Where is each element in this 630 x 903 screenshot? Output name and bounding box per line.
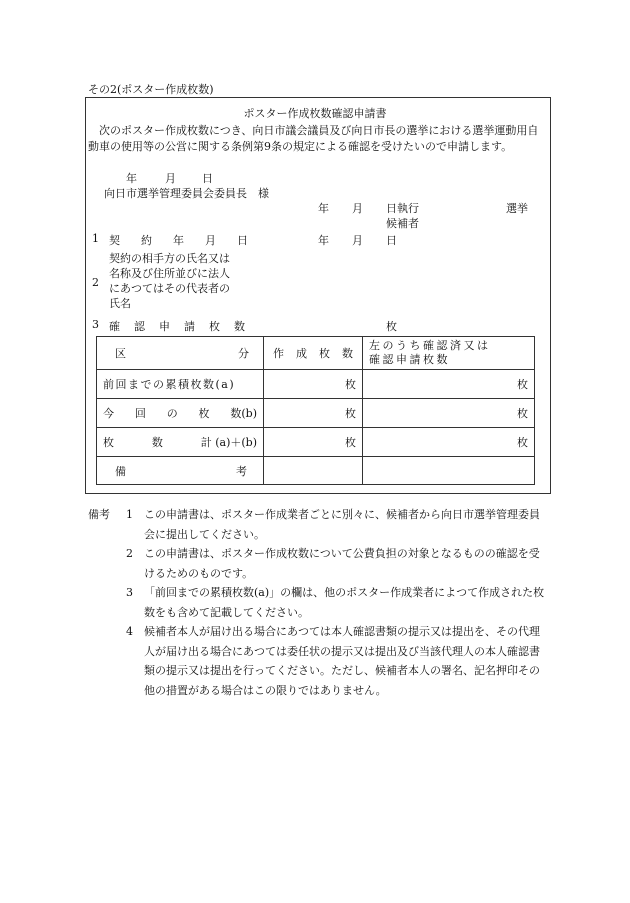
header-char: 数 (342, 347, 353, 360)
header-category (97, 337, 264, 370)
row-label-char: 数(b) (230, 407, 257, 420)
header-confirmed-line1: 左のうち確認済又は (369, 339, 491, 352)
row-label-cumulative: 前回までの累積枚数(a) (97, 370, 264, 399)
item2-label-line: 名称及び住所並びに法人 (109, 267, 230, 280)
header-char: 成 (296, 347, 307, 360)
item1-month-label: 月 (352, 234, 363, 247)
table-row (97, 428, 535, 457)
row-unit: 枚 (264, 399, 363, 428)
item1-day-label: 日 (386, 234, 397, 247)
header-category-char: 分 (238, 347, 249, 360)
item1-year-label: 年 (318, 234, 329, 247)
item1-number: 1 (92, 232, 99, 245)
item1-label-char: 年 (173, 234, 184, 247)
note-text: 候補者本人が届け出る場合にあつては本人確認書類の提示又は提出を、その代理人が届け出る場合にあつては委任状の提示又は提出及び当該代理人の本人確認書類の提示又は提出を行ってください。ただし、候補者本人の署名、記名押印その他の措置がある場合はこの限りではありません。 (144, 625, 540, 697)
row-label-total (97, 428, 264, 457)
date-month-label: 月 (165, 172, 176, 185)
note-number: 3 (126, 586, 133, 599)
table-row (97, 399, 535, 428)
header-confirmed-count (363, 337, 535, 370)
row-unit: 枚 (264, 370, 363, 399)
item2-label-line: 契約の相手方の氏名又は (109, 252, 230, 265)
note-number: 2 (126, 547, 133, 560)
header-created-count (264, 337, 363, 370)
header-confirmed-line2: 確認申請枚数 (369, 353, 450, 366)
item2-number: 2 (92, 276, 99, 289)
row-label-char: 回 (134, 407, 146, 420)
form-title: ポスター作成枚数確認申請書 (243, 107, 387, 120)
header-char: 作 (273, 347, 284, 360)
row-label-char: 考 (236, 464, 247, 478)
row-unit: 枚 (363, 399, 535, 428)
addressee: 向日市選挙管理委員会委員長 様 (104, 187, 269, 200)
item3-number: 3 (92, 318, 99, 331)
row-label-char: 枚 (198, 407, 210, 420)
row-unit: 枚 (363, 370, 535, 399)
note-item (88, 544, 548, 583)
row-label-char: の (166, 407, 178, 420)
note-text: この申請書は、ポスター作成枚数について公費負担の対象となるものの確認を受けるためのものです。 (144, 547, 540, 580)
header-category-char: 区 (115, 347, 126, 360)
remarks-cell (363, 457, 535, 485)
item2-label-line: にあつてはその代表者の (109, 282, 230, 295)
item1-label-char: 契 (109, 234, 120, 247)
row-label-char: 計 (a)＋(b) (200, 436, 257, 449)
table-row (97, 457, 535, 485)
item3-label-char: 枚 (209, 320, 220, 333)
item3-unit: 枚 (386, 320, 397, 333)
note-number: 4 (126, 625, 133, 638)
table-header-row (97, 337, 535, 370)
candidate-label: 候補者 (386, 217, 419, 230)
row-label-char: 備 (115, 464, 126, 478)
item1-label-char: 月 (205, 234, 216, 247)
note-item (88, 622, 548, 700)
item3-label-char: 申 (159, 320, 170, 333)
row-label-current (97, 399, 264, 428)
row-label-remarks (97, 457, 264, 485)
row-label-char: 数 (151, 436, 163, 449)
form-body-text: 次のポスター作成枚数につき、向日市議会議員及び向日市長の選挙における選挙運動用自動車の使用等の公営に関する条例第9条の規定による確認を受けたいので申請します。 (88, 124, 539, 153)
election-day-label: 日執行 (386, 202, 419, 215)
date-day-label: 日 (202, 172, 213, 185)
note-item (88, 583, 548, 622)
item3-label-char: 数 (234, 320, 245, 333)
item2-label-line: 氏名 (109, 297, 131, 310)
remarks-cell (264, 457, 363, 485)
table-row (97, 370, 535, 399)
note-item (88, 505, 548, 544)
item1-label-char: 日 (237, 234, 248, 247)
form-number-label: その2(ポスター作成枚数) (88, 83, 214, 96)
election-month-label: 月 (352, 202, 363, 215)
row-unit: 枚 (363, 428, 535, 457)
row-label-char: 枚 (103, 436, 114, 449)
notes-label: 備考 (88, 508, 110, 521)
row-label-char: 今 (103, 407, 114, 420)
item1-label-char: 約 (141, 234, 152, 247)
election-kind-label: 選挙 (506, 202, 528, 215)
poster-count-table (96, 336, 535, 485)
item3-label-char: 請 (184, 320, 195, 333)
date-year-label: 年 (126, 172, 137, 185)
note-text: この申請書は、ポスター作成業者ごとに別々に、候補者から向日市選挙管理委員会に提出してください。 (144, 508, 540, 541)
election-year-label: 年 (318, 202, 329, 215)
item3-label-char: 認 (134, 320, 145, 333)
note-text: 「前回までの累積枚数(a)」の欄は、他のポスター作成業者によつて作成された枚数をも含めて記載してください。 (144, 586, 545, 619)
notes-section (88, 505, 548, 700)
row-unit: 枚 (264, 428, 363, 457)
header-char: 枚 (319, 347, 330, 360)
item3-label-char: 確 (109, 320, 120, 333)
note-number: 1 (126, 508, 133, 521)
